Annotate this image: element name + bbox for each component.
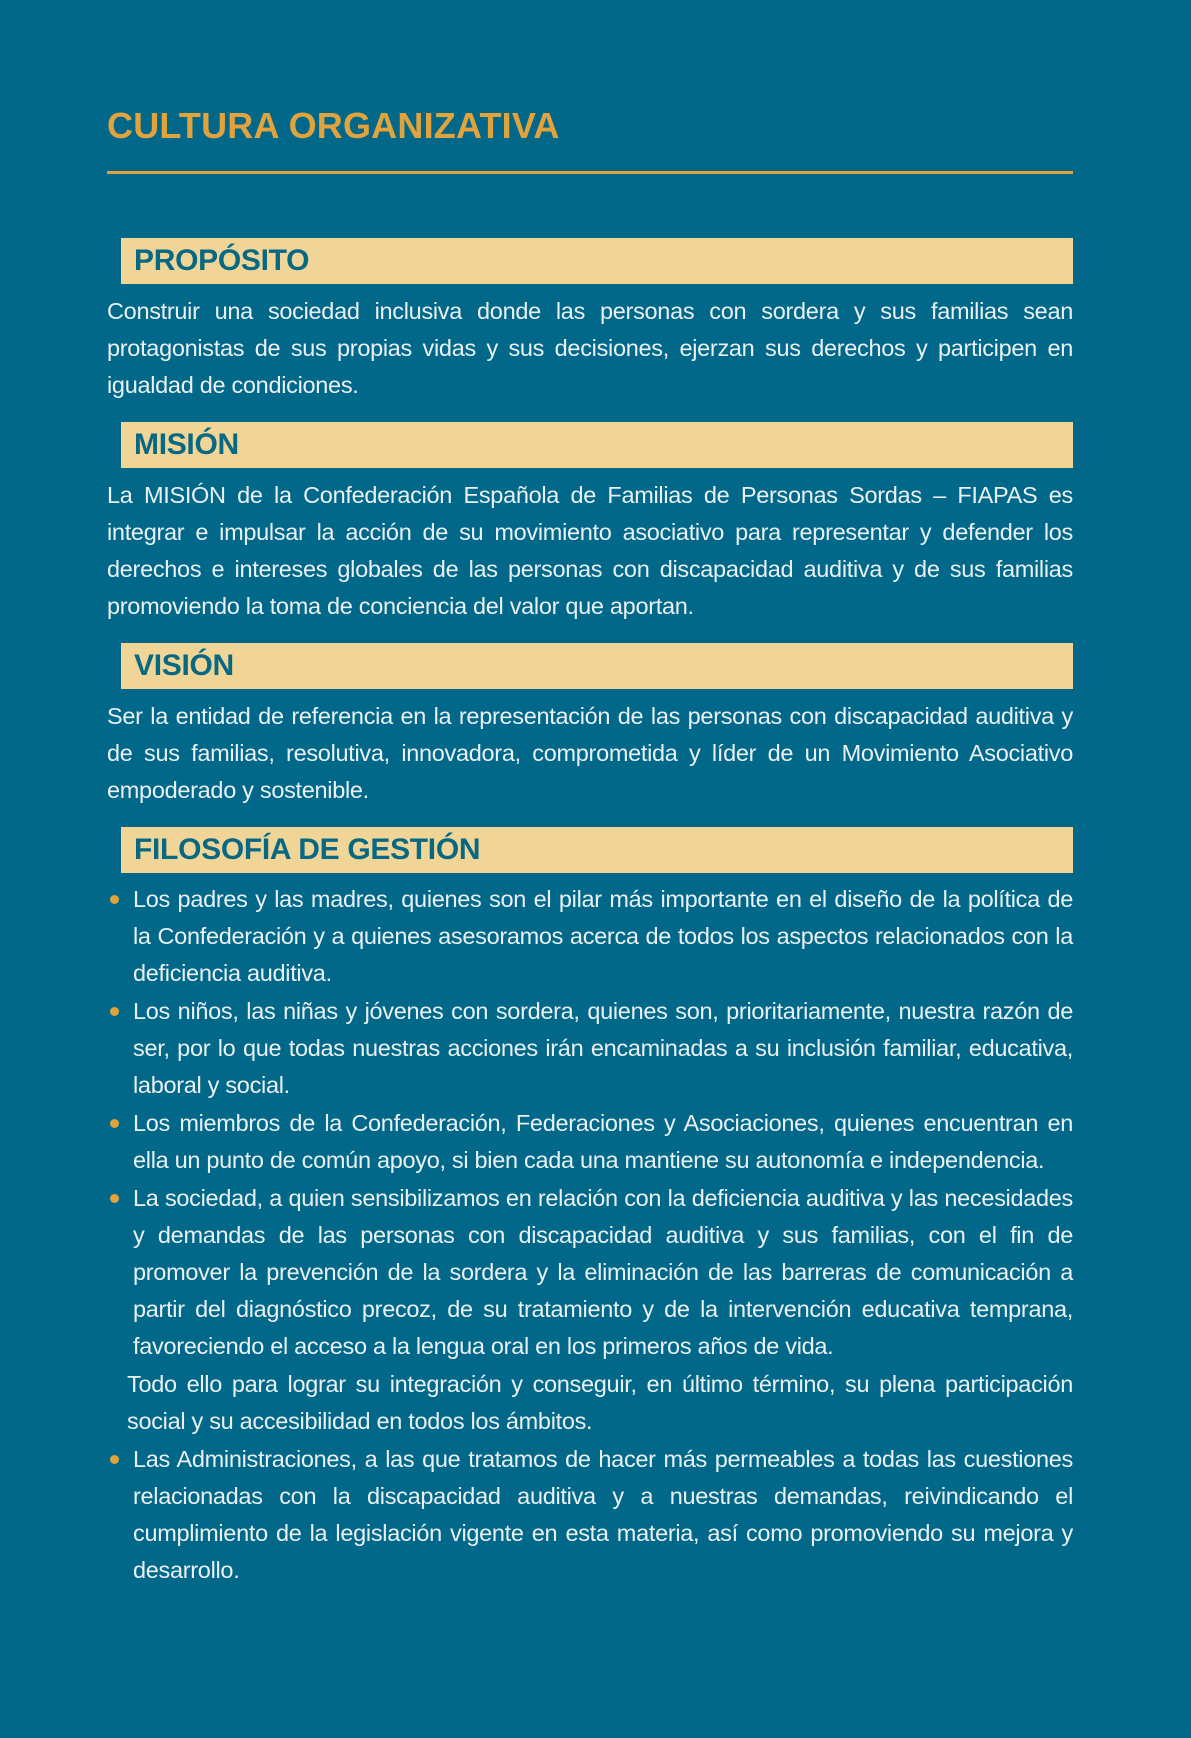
bullet-text: Las Administraciones, a las que tratamos de hacer más permeables a todas las cuestiones relacionadas con la discapacidad auditiva y a nuestras demandas, reivindicando el cumplimiento de la legislación vigente en esta materia, así como promoviendo su mejora y desarrollo. [133, 1446, 1073, 1584]
section-heading: PROPÓSITO [134, 244, 310, 278]
bullet-continuation: Todo ello para lograr su integración y conseguir, en último término, su plena participación social y su accesibilidad en todos los ámbitos. [127, 1371, 1073, 1435]
section-proposito [107, 238, 1073, 404]
section-body-mision: La MISIÓN de la Confederación Española de Familias de Personas Sordas – FIAPAS es integrar e impulsar la acción de su movimiento asociativo para representar y defender los derechos e intereses globales de las personas con discapacidad auditiva y de sus familias promoviendo la toma de conciencia del valor que aportan. [107, 482, 1073, 620]
bullet-text: La sociedad, a quien sensibilizamos en relación con la deficiencia auditiva y las necesidades y demandas de las personas con discapacidad auditiva y sus familias, con el fin de promover la prevención de la sordera y la eliminación de las barreras de comunicación a partir del diagnóstico precoz, de su tratamiento y de la intervención educativa temprana, favoreciendo el acceso a la lengua oral en los primeros años de vida. [133, 1185, 1073, 1360]
page-title: CULTURA ORGANIZATIVA [107, 105, 560, 146]
bullet-item [107, 881, 1073, 992]
bullet-item [107, 1441, 1073, 1589]
bullet-item [107, 1180, 1073, 1365]
bullet-item [107, 993, 1073, 1104]
section-banner-proposito [121, 238, 1073, 284]
section-vision [107, 643, 1073, 809]
section-heading: FILOSOFÍA DE GESTIÓN [134, 833, 481, 867]
section-banner-filosofia [121, 827, 1073, 873]
bullet-text: Los niños, las niñas y jóvenes con sordera, quienes son, prioritariamente, nuestra razón de ser, por lo que todas nuestras acciones irán encaminadas a su inclusión familiar, educativa, laboral y social. [133, 998, 1073, 1099]
section-banner-vision [121, 643, 1073, 689]
title-underline [107, 171, 1073, 174]
bullet-text: Los padres y las madres, quienes son el pilar más importante en el diseño de la política de la Confederación y a quienes asesoramos acerca de todos los aspectos relacionados con la deficiencia auditiva. [133, 886, 1073, 987]
page-content [107, 0, 1073, 1589]
section-mision [107, 422, 1073, 625]
bullet-icon [110, 1119, 119, 1128]
section-body-proposito: Construir una sociedad inclusiva donde las personas con sordera y sus familias sean protagonistas de sus propias vidas y sus decisiones, ejerzan sus derechos y participen en igualdad de condiciones. [107, 298, 1073, 399]
section-body-vision: Ser la entidad de referencia en la representación de las personas con discapacidad auditiva y de sus familias, resolutiva, innovadora, comprometida y líder de un Movimiento Asociativo empoderado y sostenible. [107, 703, 1073, 804]
bullet-item [107, 1105, 1073, 1179]
section-banner-mision [121, 422, 1073, 468]
section-heading: VISIÓN [134, 649, 234, 683]
section-filosofia [107, 827, 1073, 1589]
bullet-icon [110, 1455, 119, 1464]
bullet-icon [110, 1007, 119, 1016]
philosophy-bullet-list [107, 881, 1073, 1589]
bullet-text: Los miembros de la Confederación, Federaciones y Asociaciones, quienes encuentran en ella un punto de común apoyo, si bien cada una mantiene su autonomía e independencia. [133, 1110, 1073, 1174]
section-heading: MISIÓN [134, 428, 239, 462]
bullet-icon [110, 895, 119, 904]
bullet-icon [110, 1194, 119, 1203]
